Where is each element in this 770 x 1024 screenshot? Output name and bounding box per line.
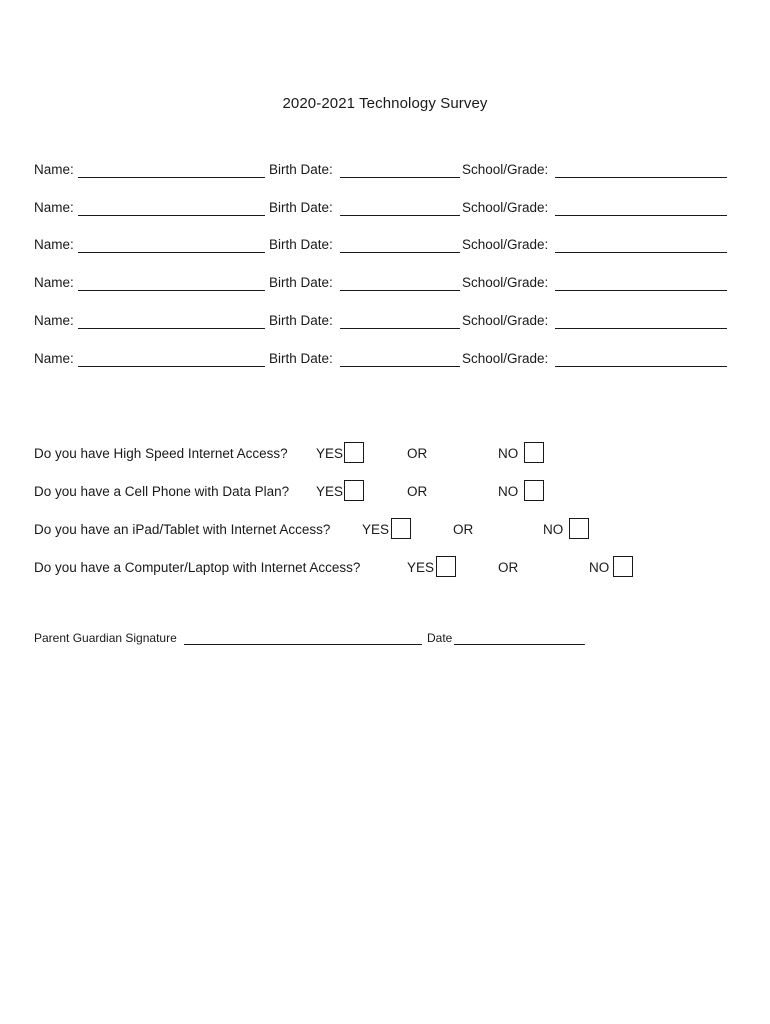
birth-date-input-line[interactable] [340,252,460,253]
or-label: OR [498,560,519,575]
signature-label: Parent Guardian Signature [34,631,177,645]
school-grade-label: School/Grade: [462,162,549,177]
name-input-line[interactable] [78,290,265,291]
birth-date-label: Birth Date: [269,313,333,328]
school-grade-input-line[interactable] [555,290,727,291]
no-checkbox[interactable] [524,480,544,501]
school-grade-input-line[interactable] [555,215,727,216]
name-input-line[interactable] [78,366,265,367]
birth-date-label: Birth Date: [269,200,333,215]
birth-date-label: Birth Date: [269,275,333,290]
no-checkbox[interactable] [524,442,544,463]
birth-date-label: Birth Date: [269,162,333,177]
question-text: Do you have an iPad/Tablet with Internet Access? [34,522,331,537]
yes-checkbox[interactable] [436,556,456,577]
school-grade-input-line[interactable] [555,177,727,178]
yes-label: YES [316,484,344,499]
no-label: NO [498,446,519,461]
school-grade-label: School/Grade: [462,313,549,328]
school-grade-label: School/Grade: [462,351,549,366]
no-checkbox[interactable] [569,518,589,539]
name-label: Name: [34,313,74,328]
school-grade-input-line[interactable] [555,366,727,367]
school-grade-label: School/Grade: [462,275,549,290]
yes-checkbox[interactable] [344,442,364,463]
name-label: Name: [34,275,74,290]
no-label: NO [498,484,519,499]
school-grade-input-line[interactable] [555,328,727,329]
name-label: Name: [34,162,74,177]
date-input-line[interactable] [454,644,585,645]
no-label: NO [589,560,610,575]
school-grade-input-line[interactable] [555,252,727,253]
or-label: OR [407,484,428,499]
birth-date-input-line[interactable] [340,328,460,329]
survey-title: 2020-2021 Technology Survey [282,95,488,112]
date-label: Date [427,631,453,645]
birth-date-input-line[interactable] [340,177,460,178]
name-label: Name: [34,200,74,215]
birth-date-label: Birth Date: [269,237,333,252]
birth-date-input-line[interactable] [340,290,460,291]
name-input-line[interactable] [78,215,265,216]
name-input-line[interactable] [78,177,265,178]
name-label: Name: [34,351,74,366]
name-input-line[interactable] [78,328,265,329]
no-checkbox[interactable] [613,556,633,577]
birth-date-input-line[interactable] [340,215,460,216]
name-input-line[interactable] [78,252,265,253]
question-text: Do you have a Cell Phone with Data Plan? [34,484,290,499]
no-label: NO [543,522,564,537]
yes-label: YES [316,446,344,461]
or-label: OR [407,446,428,461]
yes-checkbox[interactable] [391,518,411,539]
yes-checkbox[interactable] [344,480,364,501]
question-text: Do you have a Computer/Laptop with Internet Access? [34,560,361,575]
question-text: Do you have High Speed Internet Access? [34,446,288,461]
school-grade-label: School/Grade: [462,237,549,252]
signature-input-line[interactable] [184,644,422,645]
birth-date-label: Birth Date: [269,351,333,366]
yes-label: YES [362,522,390,537]
name-label: Name: [34,237,74,252]
school-grade-label: School/Grade: [462,200,549,215]
birth-date-input-line[interactable] [340,366,460,367]
or-label: OR [453,522,474,537]
yes-label: YES [407,560,435,575]
